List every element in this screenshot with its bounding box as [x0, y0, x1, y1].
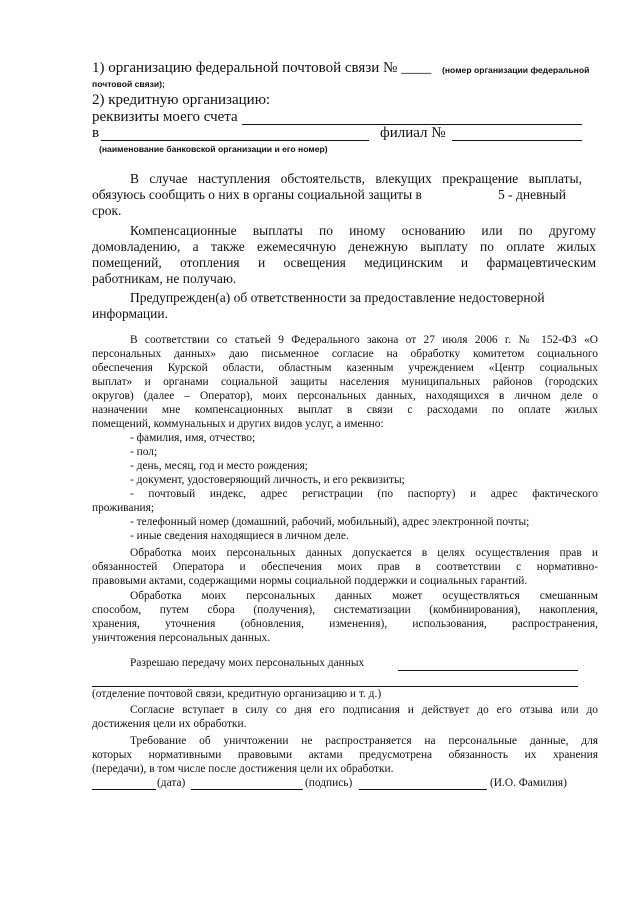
validity-line-2: достижения цели их обработки. — [92, 718, 247, 730]
full-name-label: (И.О. Фамилия) — [490, 777, 567, 789]
destruction-line-1: Требование об уничтожении не распространяется на персональные данные, для — [130, 735, 598, 747]
destruction-line-2: которых нормативными правовыми актами предусмотрена обязанность их хранения — [92, 749, 598, 761]
obligation-line-1: В случае наступления обстоятельств, влекущих прекращение выплаты, — [130, 171, 582, 186]
purpose-line-2: обязанностей Оператора и обеспечения моих прав в соответствии с нормативно- — [92, 561, 598, 573]
methods-line-1: Обработка моих персональных данных может осуществляться смешанным — [130, 590, 598, 602]
compensation-line-4: работникам, не получаю. — [92, 271, 237, 286]
bank-in-label: в — [92, 125, 100, 141]
consent-line-7: помещений, коммунальных и других видов услуг, а именно: — [92, 418, 384, 430]
compensation-line-3: помещений, отопления и освещения медицинским и фармацевтическим — [92, 255, 596, 270]
warning-line-1: Предупрежден(а) об ответственности за предоставление недостоверной — [130, 290, 545, 305]
bank-name-line[interactable] — [101, 140, 369, 141]
list-item: - день, месяц, год и место рождения; — [130, 460, 308, 472]
date-field[interactable] — [92, 789, 156, 790]
signature-field[interactable] — [191, 789, 303, 790]
account-label: реквизиты моего счета — [92, 109, 238, 125]
bank-note: (наименование банковской организации и его номер) — [99, 144, 328, 154]
branch-line[interactable] — [452, 140, 582, 141]
purpose-line-3: правовыми актами, содержащими нормы социальной поддержки и социальных гарантий. — [92, 575, 528, 587]
transfer-note: (отделение почтовой связи, кредитную организацию и т. д.) — [92, 688, 382, 700]
transfer-recipient-line[interactable] — [398, 670, 578, 671]
methods-line-3: хранения, уточнения (обновления, изменения), использования, распространения, — [92, 618, 598, 630]
item1-note-cont: почтовой связи); — [92, 79, 165, 89]
list-item: - пол; — [130, 446, 158, 458]
warning-line-2: информации. — [92, 306, 168, 321]
purpose-line-1: Обработка моих персональных данных допускается в целях осуществления прав и — [130, 547, 598, 559]
signature-label: (подпись) — [305, 777, 353, 789]
list-item-cont: проживания; — [92, 502, 155, 514]
methods-line-2: способом, путем сбора (получения), систематизации (комбинирования), накопления, — [92, 604, 598, 616]
list-item: - иные сведения находящиеся в личном деле. — [130, 530, 349, 542]
list-item: - документ, удостоверяющий личность, и его реквизиты; — [130, 474, 405, 486]
item1-postal-org: 1) организацию федеральной почтовой связи № ____ — [92, 60, 432, 76]
consent-line-6: назначении мне компенсационных выплат в связи с расходами по оплате жилых — [92, 404, 598, 416]
transfer-recipient-line-2[interactable] — [92, 686, 578, 687]
compensation-line-2: домовладению, а также ежемесячную денежную выплату по оплате жилых — [92, 239, 596, 254]
branch-label: филиал № — [380, 125, 446, 141]
list-item: - фамилия, имя, отчество; — [130, 432, 256, 444]
consent-line-5: округов) (далее – Оператор), моих персональных данных, находящихся в личном деле о — [92, 390, 598, 402]
item2-credit-org: 2) кредитную организацию: — [92, 92, 271, 108]
list-item: - телефонный номер (домашний, рабочий, мобильный), адрес электронной почты; — [130, 516, 530, 528]
consent-line-2: персональных данных» даю письменное согласие на обработку комитетом социального — [92, 348, 598, 360]
methods-line-4: уничтожения персональных данных. — [92, 632, 271, 644]
consent-line-1: В соответствии со статьей 9 Федерального закона от 27 июля 2006 г. № 152-ФЗ «О — [130, 334, 598, 346]
destruction-line-3: (передачи), в том числе после достижения цели их обработки. — [92, 763, 394, 775]
obligation-line-2: обязуюсь сообщить о них в органы социальной защиты в — [92, 187, 422, 202]
consent-line-4: выплат» и органами социальной защиты населения муниципальных районов (городских — [92, 376, 598, 388]
item1-note: (номер организации федеральной — [442, 65, 590, 75]
transfer-label: Разрешаю передачу моих персональных данных — [130, 657, 365, 669]
consent-line-3: обеспечения Курской области, областным казенным учреждением «Центр социальных — [92, 362, 598, 374]
obligation-line-3: срок. — [92, 203, 122, 218]
date-label: (дата) — [157, 777, 186, 789]
compensation-line-1: Компенсационные выплаты по иному основанию или по другому — [130, 223, 596, 238]
list-item: - почтовый индекс, адрес регистрации (по паспорту) и адрес фактического — [130, 488, 598, 500]
obligation-term: 5 - дневный — [498, 187, 566, 202]
full-name-field[interactable] — [359, 789, 487, 790]
validity-line-1: Согласие вступает в силу со дня его подписания и действует до его отзыва или до — [130, 704, 598, 716]
